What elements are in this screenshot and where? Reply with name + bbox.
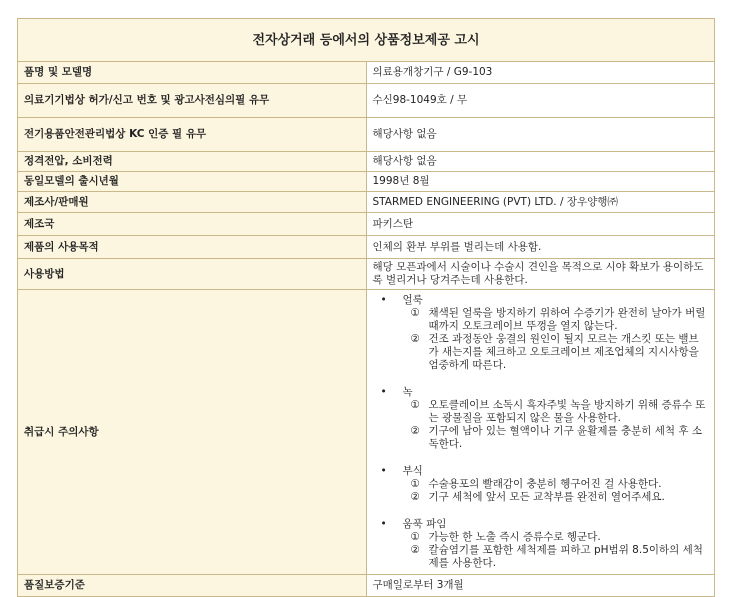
item-text: 칼슘염기를 포함한 세척제를 피하고 pH범위 8.5이하의 세척제를 사용한다.	[428, 544, 703, 569]
notice-title: 전자상거래 등에서의 상품정보제공 고시	[18, 19, 715, 62]
care-group	[373, 518, 709, 570]
row-value: 의료용개창기구 / G9-103	[366, 62, 715, 84]
row-value: 해당사항 없음	[366, 152, 715, 172]
care-instructions	[366, 290, 715, 575]
item-number: ①	[410, 531, 420, 543]
row-value: 구매일로부터 3개월	[366, 575, 715, 597]
item-text: 기구 세척에 앞서 모든 교착부를 완전히 열어주세요.	[428, 491, 665, 503]
row-key: 전기용품안전관리법상 KC 인증 필 유무	[18, 118, 367, 152]
item-number: ②	[410, 333, 420, 345]
bullet-icon: •	[380, 518, 387, 530]
row-key: 정격전압, 소비전력	[18, 152, 367, 172]
row-key: 제조사/판매원	[18, 192, 367, 213]
title-row	[18, 19, 715, 62]
row-value: 인체의 환부 부위를 벌리는데 사용함.	[366, 236, 715, 259]
item-number: ②	[410, 425, 420, 437]
care-group-title: 얼룩	[402, 294, 423, 306]
row-key: 사용방법	[18, 259, 367, 290]
care-group-title: 부식	[402, 465, 423, 477]
row-value: 해당 모픈과에서 시술이나 수술시 견인을 목적으로 시야 확보가 용이하도록 벌리거나 당겨주는데 사용한다.	[366, 259, 715, 290]
care-group	[373, 294, 709, 372]
list-item	[373, 399, 709, 425]
row-value: STARMED ENGINEERING (PVT) LTD. / 장우양행㈜	[366, 192, 715, 213]
item-number: ②	[410, 491, 420, 503]
table-row	[18, 213, 715, 236]
item-text: 채색된 얼룩을 방지하기 위하여 수증기가 완전히 날아가 버릴 때까지 오토크레이브 뚜껑을 열지 않는다.	[428, 307, 706, 332]
table-row	[18, 259, 715, 290]
care-group	[373, 465, 709, 504]
row-key: 제품의 사용목적	[18, 236, 367, 259]
item-text: 기구에 남아 있는 혈액이나 기구 윤활제를 충분히 세척 후 소독한다.	[428, 425, 702, 450]
list-item	[373, 425, 709, 451]
row-value: 1998년 8월	[366, 172, 715, 192]
care-group-title: 녹	[402, 386, 413, 398]
bullet-icon: •	[380, 386, 387, 398]
table-row	[18, 172, 715, 192]
table-row	[18, 152, 715, 172]
list-item	[373, 544, 709, 570]
row-value: 수신98-1049호 / 무	[366, 84, 715, 118]
item-text: 건조 과정동안 웅결의 원인이 될지 모르는 개스킷 또는 밸브가 새는지를 체크하고 오토크레이브 제조업체의 지시사항을 엄중하게 따른다.	[428, 333, 699, 371]
row-key: 품명 및 모델명	[18, 62, 367, 84]
table-row	[18, 62, 715, 84]
row-key: 동일모델의 출시년월	[18, 172, 367, 192]
product-info-notice	[17, 18, 715, 597]
table-row	[18, 84, 715, 118]
item-number: ①	[410, 478, 420, 490]
bullet-icon: •	[380, 465, 387, 477]
row-key: 제조국	[18, 213, 367, 236]
list-item	[373, 333, 709, 372]
item-text: 오토클레이브 소독시 흑자주빛 녹을 방지하기 위해 증류수 또는 광물질을 포함되지 않은 물을 사용한다.	[428, 399, 706, 424]
item-number: ①	[410, 307, 420, 319]
table-row	[18, 290, 715, 575]
row-key: 취급시 주의사항	[18, 290, 367, 575]
care-group	[373, 386, 709, 451]
row-value: 해당사항 없음	[366, 118, 715, 152]
care-group-title: 움푹 파임	[402, 518, 447, 530]
table-row	[18, 118, 715, 152]
item-number: ②	[410, 544, 420, 556]
list-item	[373, 491, 709, 504]
row-key: 의료기기법상 허가/신고 번호 및 광고사전심의필 유무	[18, 84, 367, 118]
table-row	[18, 192, 715, 213]
list-item	[373, 478, 709, 491]
bullet-icon: •	[380, 294, 387, 306]
table-row	[18, 236, 715, 259]
table-row	[18, 575, 715, 597]
list-item	[373, 531, 709, 544]
item-text: 가능한 한 노출 즉시 증류수로 헹군다.	[428, 531, 601, 543]
item-text: 수술용포의 빨래감이 충분히 헹구어진 걸 사용한다.	[428, 478, 662, 490]
row-value: 파키스탄	[366, 213, 715, 236]
item-number: ①	[410, 399, 420, 411]
product-info-table	[17, 18, 715, 597]
list-item	[373, 307, 709, 333]
row-key: 품질보증기준	[18, 575, 367, 597]
